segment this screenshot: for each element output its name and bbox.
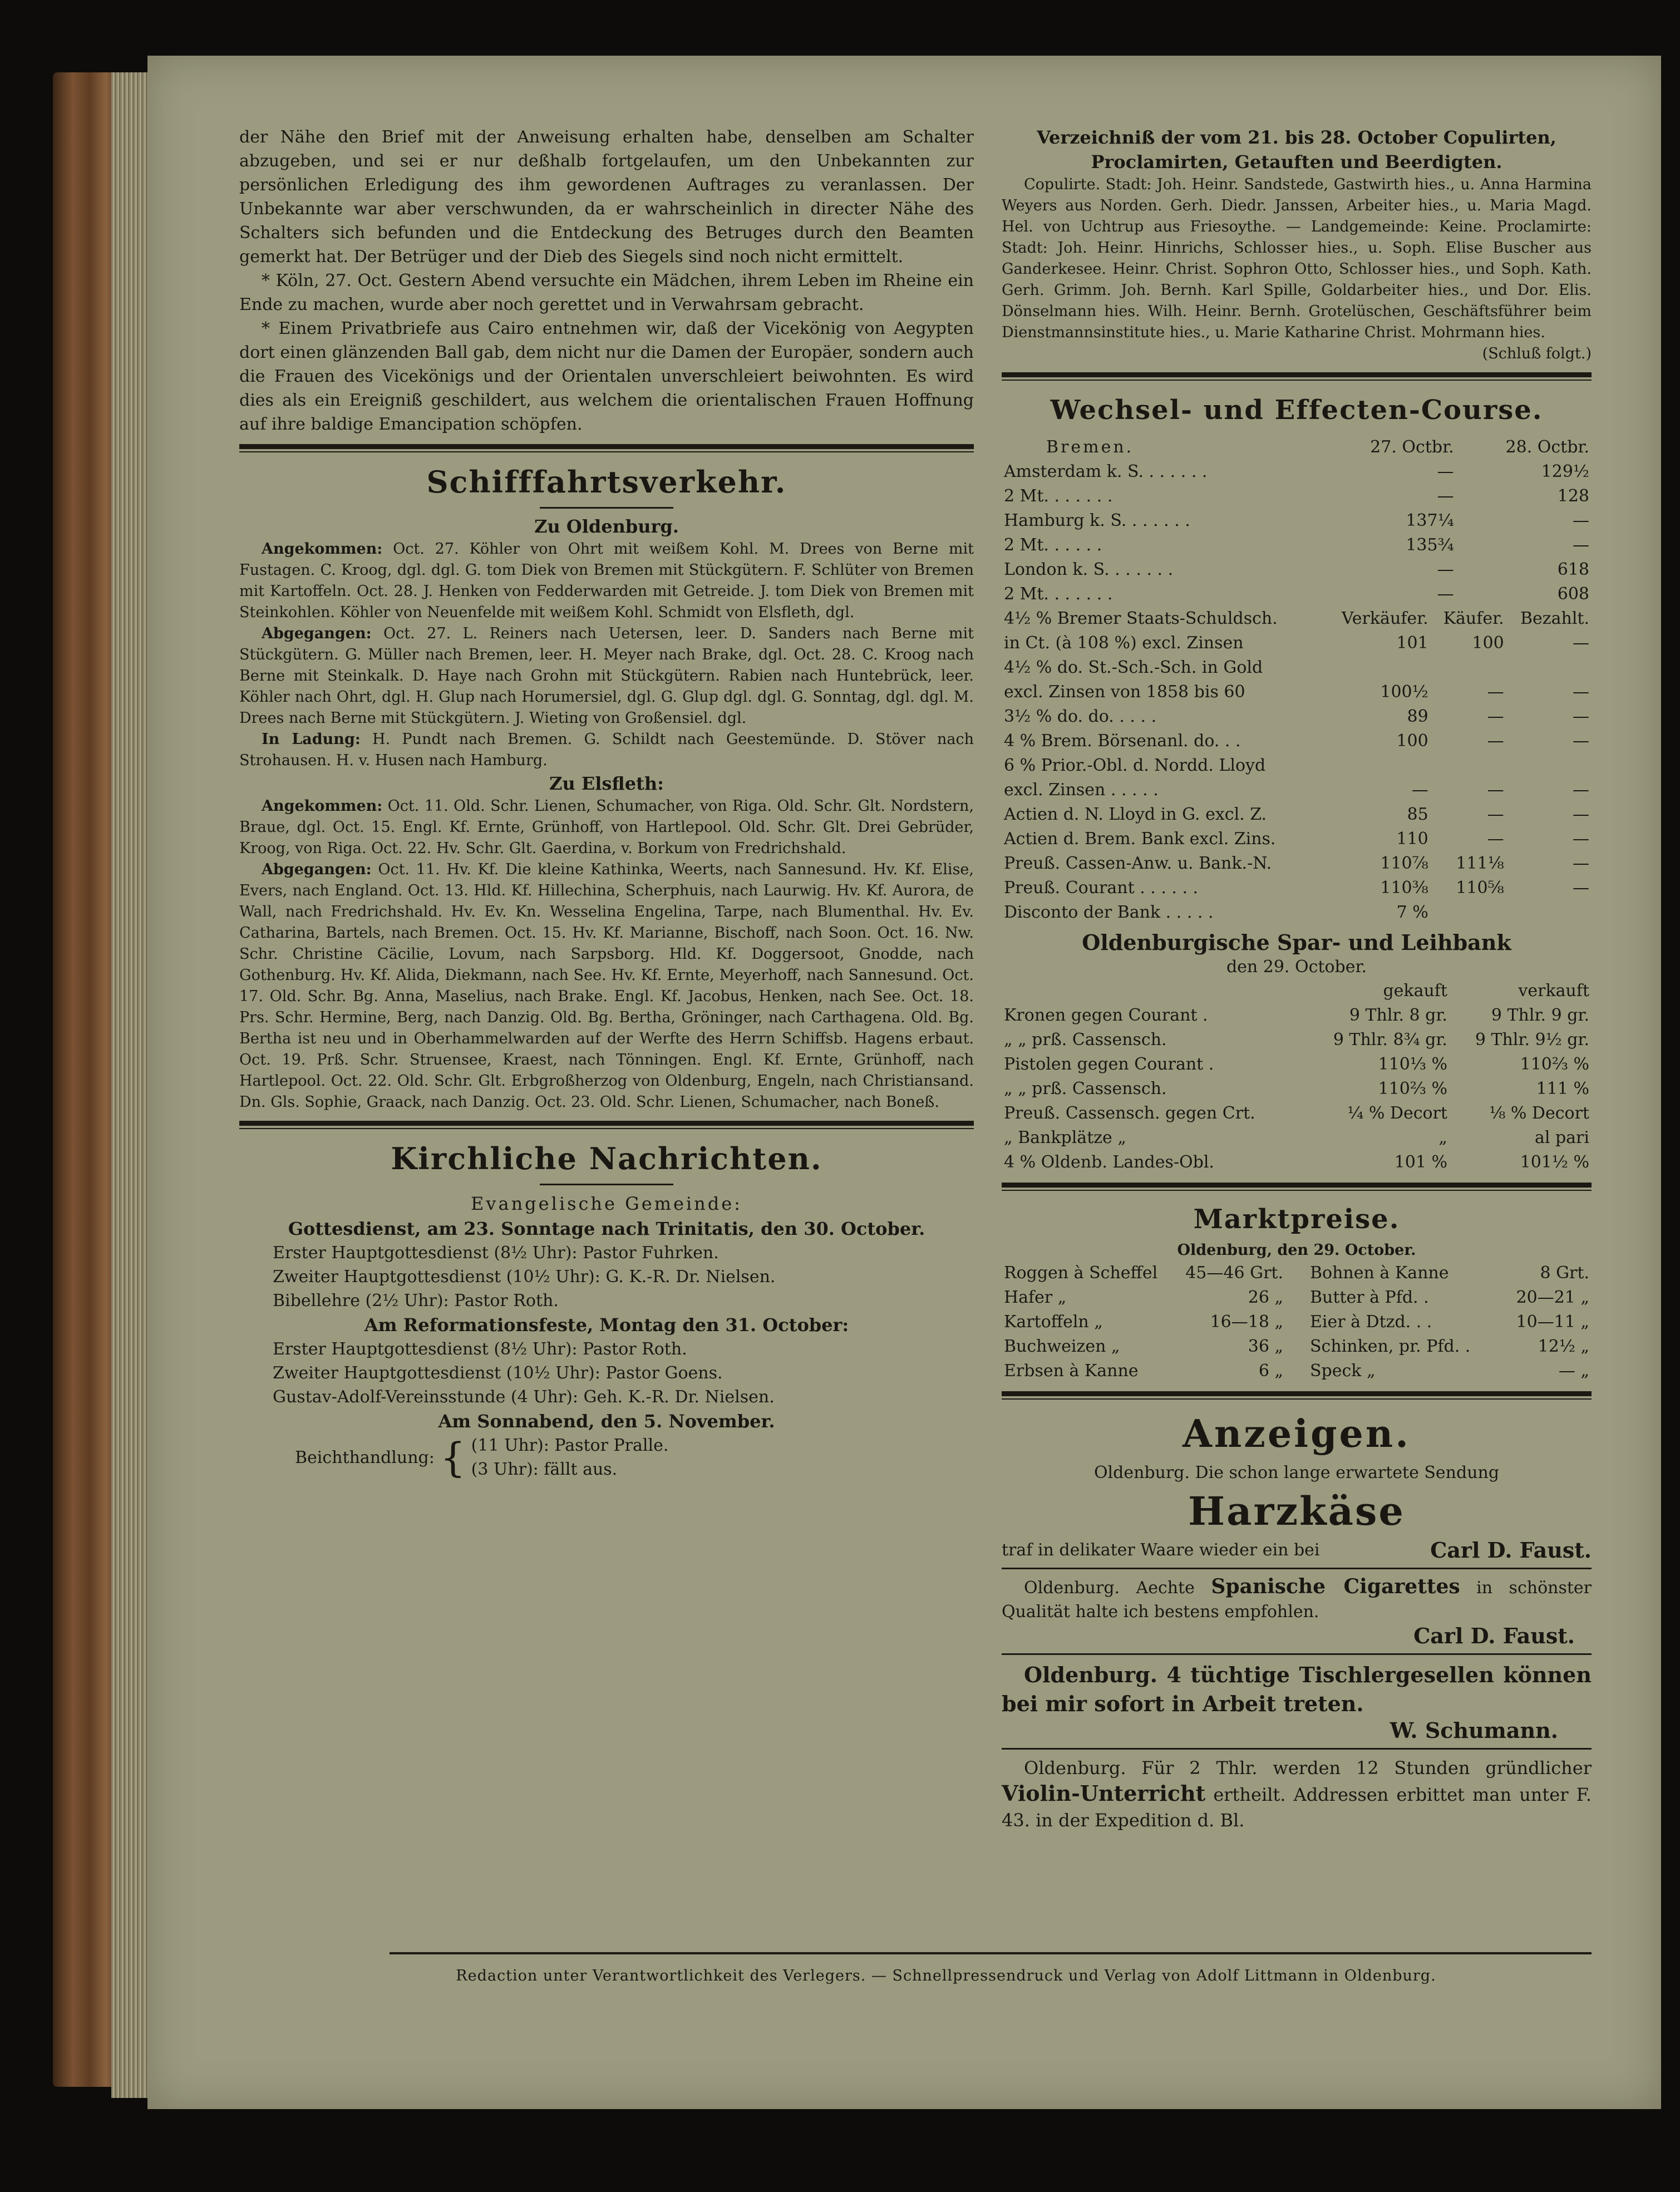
service-line: Bibellehre (2½ Uhr): Pastor Roth. <box>273 1291 559 1311</box>
row-label: Preuß. Courant . . . . . . <box>1004 878 1199 898</box>
row-label: Erbsen à Kanne <box>1004 1361 1139 1381</box>
ads-title: Anzeigen. <box>1183 1412 1411 1456</box>
table-header: Bremen. <box>1046 437 1134 457</box>
bank-row <box>1002 1028 1592 1052</box>
row-value: — <box>1573 829 1589 849</box>
row-label: 4 % Brem. Börsenanl. do. . . <box>1004 731 1241 751</box>
row-value <box>1506 900 1592 925</box>
row-value: ¼ % Decort <box>1347 1104 1447 1123</box>
row-label: Pistolen gegen Courant . <box>1004 1055 1214 1074</box>
row-value: — <box>1487 780 1504 800</box>
row-value: 8 Grt. <box>1540 1263 1589 1283</box>
bond-row <box>1002 753 1592 778</box>
elsfleth-departures-label: Abgegangen: <box>262 861 372 878</box>
row-value: 608 <box>1557 584 1589 604</box>
row-value: al pari <box>1534 1128 1589 1147</box>
row-value: — <box>1573 878 1589 898</box>
ad-text: ertheilt. Addressen erbittet man unter F. 43. in der Expedition d. Bl. <box>1002 1784 1592 1831</box>
exchange-table <box>1002 435 1592 607</box>
row-label: Preuß. Cassensch. gegen Crt. <box>1004 1104 1255 1123</box>
row-value: 110⅔ % <box>1378 1079 1447 1099</box>
row-value <box>1431 753 1506 778</box>
row-value: 9 Thlr. 9½ gr. <box>1475 1030 1589 1050</box>
row-value: 110⅔ % <box>1520 1055 1589 1074</box>
row-value: 111⅛ <box>1456 854 1504 873</box>
section-divider <box>1002 1391 1592 1400</box>
row-label: 4 % Oldenb. Landes-Obl. <box>1004 1152 1214 1172</box>
ad-lead: Oldenburg. Die schon lange erwartete Sendung <box>1093 1463 1500 1482</box>
footer-rule <box>390 1952 1592 1954</box>
brace: { <box>440 1434 466 1481</box>
exchange-title: Wechsel- und Effecten-Course. <box>1050 395 1543 426</box>
row-value: — <box>1487 682 1504 702</box>
row-value: 12½ „ <box>1538 1337 1589 1356</box>
row-value: 6 „ <box>1258 1361 1283 1381</box>
row-label: Amsterdam k. S. . . . . . . <box>1004 462 1208 481</box>
bank-row <box>1002 1126 1592 1150</box>
row-value: — <box>1411 780 1428 800</box>
ad-lead: Oldenburg. Für 2 Thlr. werden 12 Stunden gründlicher <box>1024 1757 1592 1779</box>
row-value: — <box>1437 584 1454 604</box>
row-label: excl. Zinsen von 1858 bis 60 <box>1004 682 1245 702</box>
exchange-row <box>1002 460 1592 484</box>
table-header: Bezahlt. <box>1520 609 1589 628</box>
row-value: — <box>1573 633 1589 653</box>
bank-row <box>1002 1150 1592 1175</box>
row-label: in Ct. (à 108 %) excl. Zinsen <box>1004 633 1244 653</box>
row-label: Eier à Dtzd. . . <box>1310 1312 1432 1332</box>
row-label: Speck „ <box>1310 1361 1376 1381</box>
bond-row <box>1002 827 1592 851</box>
row-label: Butter à Pfd. . <box>1310 1288 1429 1307</box>
sunday-service-heading: Gottesdienst, am 23. Sonntage nach Trinitatis, den 30. October. <box>288 1218 925 1239</box>
table-header-row <box>1002 435 1592 460</box>
news-paragraph: * Köln, 27. Oct. Gestern Abend versuchte ein Mädchen, ihrem Leben im Rheine ein Ende zu machen, wurde aber noch gerettet und in Verwahrsam gebracht. <box>239 271 974 314</box>
row-label: Actien d. Brem. Bank excl. Zins. <box>1004 829 1276 849</box>
departures-label: Abgegangen: <box>262 625 372 642</box>
row-value: 618 <box>1557 560 1589 579</box>
row-value: „ <box>1438 1128 1447 1147</box>
register-title: Verzeichniß der vom 21. bis 28. October Copulirten, Proclamirten, Getauften und Beerdigten. <box>1037 127 1556 173</box>
bond-row <box>1002 729 1592 753</box>
section-divider <box>1002 372 1592 381</box>
bond-row <box>1002 900 1592 925</box>
reformation-heading: Am Reformationsfeste, Montag den 31. October: <box>364 1314 849 1336</box>
ad-job-text: Oldenburg. 4 tüchtige Tischlergesellen können bei mir sofort in Arbeit treten. <box>1002 1662 1592 1716</box>
market-row <box>1002 1334 1285 1359</box>
market-tables <box>1002 1261 1592 1383</box>
bond-row <box>1002 631 1592 656</box>
table-header: 28. Octbr. <box>1505 437 1589 457</box>
market-table-right <box>1308 1261 1592 1383</box>
loading-text: H. Pundt nach Bremen. G. Schildt nach Geestemünde. D. Stöver nach Strohausen. H. v. Husen nach Hamburg. <box>239 731 974 769</box>
row-value: 110⅝ <box>1456 878 1504 898</box>
row-label: 4½ % do. St.-Sch.-Sch. in Gold <box>1004 658 1263 677</box>
row-value: 85 <box>1407 805 1428 824</box>
confession-line: (3 Uhr): fällt aus. <box>471 1460 618 1479</box>
row-value: 36 „ <box>1248 1337 1283 1356</box>
bank-date: den 29. October. <box>1226 957 1367 977</box>
bank-row <box>1002 1003 1592 1028</box>
register-text: Copulirte. Stadt: Joh. Heinr. Sandstede, Gastwirth hies., u. Anna Harmina Weyers aus Norden. Gerh. Diedr. Janssen, Arbeiter hies., u. Maria Magd. Hel. von Uchtrup aus Friesoythe. — Landgemeinde: Keine. Proclamirte: Stadt: Joh. Heinr. Hinrichs, Schlosser hies., u. Soph. Elise Buscher aus Ganderkesee. Heinr. Christ. Sophron Otto, Schlosser hies., und Soph. Kath. Gerh. Grimm. Joh. Bernh. Karl Spille, Goldarbeiter hies., und Dor. Elis. Dönselmann hies. Wilh. Heinr. Bernh. Grotelüschen, Geschäftsführer beim Dienstmannsinstitute hies., u. Marie Katharine Christ. Mohrmann hies. <box>1002 176 1592 341</box>
row-value: 89 <box>1407 707 1428 726</box>
church-subtitle: Evangelische Gemeinde: <box>471 1193 742 1214</box>
row-label: „ „ prß. Cassensch. <box>1004 1030 1167 1050</box>
row-value: — <box>1487 731 1504 751</box>
ad-product-violin: Violin-Unterricht <box>1002 1781 1206 1806</box>
market-title: Marktpreise. <box>1193 1204 1400 1235</box>
row-value: 101 % <box>1394 1152 1447 1172</box>
row-value: 110⅓ % <box>1378 1055 1447 1074</box>
confession-label: Beichthandlung: <box>295 1447 435 1467</box>
row-value: — <box>1487 707 1504 726</box>
row-label: Preuß. Cassen-Anw. u. Bank.-N. <box>1004 854 1272 873</box>
row-value: 101 <box>1396 633 1428 653</box>
service-line: Gustav-Adolf-Vereinsstunde (4 Uhr): Geh. K.-R. Dr. Nielsen. <box>273 1387 775 1407</box>
church-title: Kirchliche Nachrichten. <box>391 1141 822 1176</box>
row-value: ⅛ % Decort <box>1489 1104 1589 1123</box>
row-label: excl. Zinsen . . . . . <box>1004 780 1159 800</box>
row-value <box>1431 900 1506 925</box>
ad-seller: W. Schumann. <box>1390 1718 1558 1743</box>
row-label: „ Bankplätze „ <box>1004 1128 1126 1147</box>
service-line: Erster Hauptgottesdienst (8½ Uhr): Pastor Roth. <box>273 1339 687 1359</box>
register-continued: (Schluß folgt.) <box>1482 345 1592 362</box>
row-label: Schinken, pr. Pfd. . <box>1310 1337 1471 1356</box>
table-header: Verkäufer. <box>1341 609 1428 628</box>
service-line: Zweiter Hauptgottesdienst (10½ Uhr): Pastor Goens. <box>273 1363 723 1383</box>
market-row <box>1002 1359 1285 1383</box>
elsfleth-arrivals-label: Angekommen: <box>262 797 383 815</box>
row-label: Kronen gegen Courant . <box>1004 1006 1208 1025</box>
ad-divider <box>1002 1568 1592 1569</box>
exchange-row <box>1002 533 1592 558</box>
ad-seller: Carl D. Faust. <box>1413 1623 1575 1648</box>
table-header: verkauft <box>1518 981 1589 1001</box>
table-header-row <box>1002 607 1592 631</box>
exchange-row <box>1002 509 1592 533</box>
exchange-row <box>1002 582 1592 607</box>
bond-row <box>1002 778 1592 802</box>
table-header: 4½ % Bremer Staats-Schuldsch. <box>1004 609 1278 628</box>
row-value: — <box>1573 682 1589 702</box>
row-value: 100½ <box>1380 682 1428 702</box>
row-value <box>1324 753 1430 778</box>
shipping-title: Schifffahrtsverkehr. <box>426 464 787 500</box>
service-line: Erster Hauptgottesdienst (8½ Uhr): Pastor Fuhrken. <box>273 1243 719 1263</box>
market-table-left <box>1002 1261 1285 1383</box>
row-label: 6 % Prior.-Obl. d. Nordd. Lloyd <box>1004 756 1266 775</box>
section-divider <box>239 1121 974 1129</box>
row-value: 110⅜ <box>1380 878 1428 898</box>
loading-label: In Ladung: <box>262 731 361 748</box>
bond-row <box>1002 851 1592 876</box>
row-value: 129½ <box>1541 462 1589 481</box>
table-header: 27. Octbr. <box>1370 437 1454 457</box>
row-value: — <box>1487 829 1504 849</box>
service-line: Zweiter Hauptgottesdienst (10½ Uhr): G. K.-R. Dr. Nielsen. <box>273 1267 776 1287</box>
shipping-oldenburg-heading: Zu Oldenburg. <box>534 516 679 537</box>
title-underline <box>540 1184 673 1185</box>
row-value: 9 Thlr. 8 gr. <box>1349 1006 1447 1025</box>
bond-row <box>1002 705 1592 729</box>
left-column <box>239 125 974 1481</box>
row-value: 9 Thlr. 8¾ gr. <box>1333 1030 1447 1050</box>
news-paragraph: * Einem Privatbriefe aus Cairo entnehmen wir, daß der Vicekönig von Aegypten dort einen glänzenden Ball gab, dem nicht nur die Damen der Europäer, sondern auch die Frauen des Vicekönigs und der Orientalen unverschleiert beiwohnten. Es wird dies als ein Ereigniß geschildert, aus welchem die orientalischen Frauen Hoffnung auf ihre baldige Emancipation schöpfen. <box>239 319 974 434</box>
table-header-row <box>1002 979 1592 1003</box>
exchange-row <box>1002 558 1592 582</box>
title-underline <box>540 507 673 509</box>
table-header: Käufer. <box>1443 609 1504 628</box>
row-value: 7 % <box>1396 903 1428 922</box>
row-label: Hafer „ <box>1004 1288 1067 1307</box>
row-value: — <box>1573 780 1589 800</box>
market-row <box>1308 1334 1592 1359</box>
row-label: Disconto der Bank . . . . . <box>1004 903 1214 922</box>
row-value: 100 <box>1472 633 1504 653</box>
row-value: 20—21 „ <box>1516 1288 1589 1307</box>
row-label: Buchweizen „ <box>1004 1337 1120 1356</box>
row-value: 16—18 „ <box>1210 1312 1283 1332</box>
row-value: — <box>1573 805 1589 824</box>
section-divider <box>1002 1183 1592 1191</box>
row-value: 111 % <box>1536 1079 1589 1099</box>
bond-row <box>1002 876 1592 900</box>
row-value <box>1324 656 1430 680</box>
bond-row <box>1002 802 1592 827</box>
ad-divider <box>1002 1653 1592 1655</box>
row-label: 2 Mt. . . . . . <box>1004 535 1102 555</box>
bank-title: Oldenburgische Spar- und Leihbank <box>1082 930 1511 955</box>
market-row <box>1308 1285 1592 1310</box>
market-row <box>1308 1310 1592 1334</box>
row-label: London k. S. . . . . . . <box>1004 560 1174 579</box>
ad-divider <box>1002 1748 1592 1750</box>
market-row <box>1002 1261 1285 1285</box>
saturday-heading: Am Sonnabend, den 5. November. <box>438 1411 775 1432</box>
row-value: — <box>1437 462 1454 481</box>
ad-lead: Oldenburg. Aechte <box>1024 1578 1195 1598</box>
row-value: — <box>1573 854 1589 873</box>
departures-text: Oct. 27. L. Reiners nach Uetersen, leer. D. Sanders nach Berne mit Stückgütern. G. Müller nach Bremen, leer. H. Meyer nach Brake, dgl. Oct. 28. C. Kroog nach Berne mit Steinkalk. D. Haye nach Grohn mit Stückgütern. Rabien nach Huntebrück, leer. Köhler nach Ohrt, dgl. H. Glup nach Horumersiel, dgl. G. Glup dgl. dgl. G. Sonntag, dgl. dgl. M. Drees nach Berne mit Stückgütern. J. Wieting von Großensiel. dgl. <box>239 625 974 727</box>
row-label: „ „ prß. Cassensch. <box>1004 1079 1167 1099</box>
row-value: 137¼ <box>1406 511 1454 530</box>
ad-product-harzkaese: Harzkäse <box>1188 1488 1405 1534</box>
right-column <box>1002 125 1592 1833</box>
bond-row <box>1002 680 1592 705</box>
row-label: Kartoffeln „ <box>1004 1312 1103 1332</box>
row-value: 110⅞ <box>1380 854 1428 873</box>
shipping-elsfleth-heading: Zu Elsfleth: <box>549 773 664 794</box>
bank-row <box>1002 1077 1592 1101</box>
ad-product-cigarettes: Spanische Cigarettes <box>1211 1575 1460 1598</box>
row-label: 3½ % do. do. . . . . <box>1004 707 1157 726</box>
ad-text: in schönster Qualität halte ich bestens empfohlen. <box>1002 1578 1592 1622</box>
row-value: 101½ % <box>1520 1152 1589 1172</box>
row-value: — <box>1437 486 1454 506</box>
row-value: 10—11 „ <box>1516 1312 1589 1332</box>
bond-row <box>1002 656 1592 680</box>
ad-text: traf in delikater Waare wieder ein bei <box>1002 1540 1320 1560</box>
row-value <box>1506 753 1592 778</box>
row-value <box>1506 656 1592 680</box>
row-label: Actien d. N. Lloyd in G. excl. Z. <box>1004 805 1267 824</box>
row-value: — „ <box>1558 1361 1589 1381</box>
row-label: 2 Mt. . . . . . . <box>1004 584 1113 604</box>
row-value: — <box>1573 707 1589 726</box>
market-row <box>1308 1359 1592 1383</box>
row-value: — <box>1573 535 1589 555</box>
row-value: 26 „ <box>1248 1288 1283 1307</box>
row-label: Bohnen à Kanne <box>1310 1263 1449 1283</box>
row-value: — <box>1437 560 1454 579</box>
ad-seller: Carl D. Faust. <box>1430 1538 1592 1563</box>
row-value: 45—46 Grt. <box>1185 1263 1283 1283</box>
row-value: — <box>1573 511 1589 530</box>
row-value: 100 <box>1396 731 1428 751</box>
imprint-footer: Redaction unter Verantwortlichkeit des Verlegers. — Schnellpressendruck und Verlag von Adolf Littmann in Oldenburg. <box>456 1967 1436 1984</box>
exchange-row <box>1002 484 1592 509</box>
elsfleth-departures-text: Oct. 11. Hv. Kf. Die kleine Kathinka, Weerts, nach Sannesund. Hv. Kf. Elise, Evers, nach England. Oct. 13. Hld. Kf. Hillechina, Scherphuis, nach Laurwig. Hv. Kf. Aurora, de Wall, nach Fredrichshald. Hv. Ev. Kn. Wesselina Engelina, Tarpe, nach Blumenthal. Hv. Ev. Catharina, Bartels, nach Bremen. Oct. 15. Hv. Kf. Marianne, Bischoff, nach Soon. Oct. 16. Nw. Schr. Christine Cäcilie, Lovum, nach Sarpsborg. Hld. Kf. Doggersoot, Gnodde, nach Gothenburg. Hv. Kf. Alida, Diekmann, nach See. Hv. Kf. Ernte, Meyerhoff, nach Sannesund. Oct. 17. Old. Schr. Bg. Anna, Maselius, nach Brake. Engl. Kf. Jacobus, Henken, nach See. Oct. 18. Prs. Schr. Hermine, Berg, nach Danzig. Old. Bg. Bertha, Gröninger, nach Carthagena. Old. Bg. Bertha ist neu und in Oberhammelwarden auf der Werfte des Herrn Schiffsb. Hagens erbaut. Oct. 19. Prß. Schr. Struensee, Kraest, nach Tönningen. Engl. Kf. Ernte, Grünhoff, nach Hartlepool. Oct. 22. Old. Schr. Glt. Erbgroßherzog von Oldenburg, Engeln, nach Christiansand. Dn. Gls. Sophie, Graack, nach Danzig. Oct. 23. Old. Schr. Lienen, Schumacher, nach Boneß. <box>239 861 974 1111</box>
row-value: 135¾ <box>1406 535 1454 555</box>
row-value: 128 <box>1557 486 1589 506</box>
row-value: — <box>1487 805 1504 824</box>
market-row <box>1308 1261 1592 1285</box>
row-value: 9 Thlr. 9 gr. <box>1491 1006 1589 1025</box>
table-header: gekauft <box>1383 981 1447 1001</box>
bond-table <box>1002 607 1592 925</box>
row-label: 2 Mt. . . . . . . <box>1004 486 1113 506</box>
confession-line: (11 Uhr): Pastor Pralle. <box>471 1436 669 1455</box>
row-value: 110 <box>1396 829 1428 849</box>
bank-table <box>1002 979 1592 1175</box>
row-label: Hamburg k. S. . . . . . . <box>1004 511 1190 530</box>
row-label: Roggen à Scheffel <box>1004 1263 1158 1283</box>
market-row <box>1002 1285 1285 1310</box>
section-divider <box>239 444 974 452</box>
market-row <box>1002 1310 1285 1334</box>
arrivals-label: Angekommen: <box>262 540 383 558</box>
row-value: — <box>1573 731 1589 751</box>
row-value <box>1431 656 1506 680</box>
confession-block <box>239 1434 974 1481</box>
bank-row <box>1002 1101 1592 1126</box>
bank-row <box>1002 1052 1592 1077</box>
arrivals-text: Oct. 27. Köhler von Ohrt mit weißem Kohl. M. Drees von Berne mit Fustagen. C. Kroog, dgl. dgl. G. tom Diek von Bremen mit Stückgütern. F. Schlüter von Bremen mit Kartoffeln. Oct. 28. J. Henken von Fedderwarden mit Getreide. J. tom Diek von Bremen mit Steinkohlen. Köhler von Neuenfelde mit weißem Kohl. Schmidt von Elsfleth, dgl. <box>239 540 974 621</box>
market-date: Oldenburg, den 29. October. <box>1177 1242 1416 1259</box>
elsfleth-arrivals-text: Oct. 11. Old. Schr. Lienen, Schumacher, von Riga. Old. Schr. Glt. Nordstern, Braue, dgl. Oct. 15. Engl. Kf. Ernte, Grünhoff, von Hartlepool. Old. Schr. Glt. Drei Gebrüder, Kroog, von Riga. Oct. 22. Hv. Schr. Glt. Gaerdina, v. Borkum von Fredrichshald. <box>239 797 974 857</box>
book-binding-edge <box>53 72 120 2087</box>
news-paragraph: der Nähe den Brief mit der Anweisung erhalten habe, denselben am Schalter abzugeben, und sei er nur deßhalb fortgelaufen, um den Unbekannten zur persönlichen Erledigung des ihm gewordenen Auftrages zu veranlassen. Der Unbekannte war aber verschwunden, da er wahrscheinlich in directer Nähe des Schalters sich befunden und die Entdeckung des Betruges durch den Beamten gemerkt hat. Der Betrüger und der Dieb des Siegels sind noch nicht ermittelt. <box>239 127 974 267</box>
